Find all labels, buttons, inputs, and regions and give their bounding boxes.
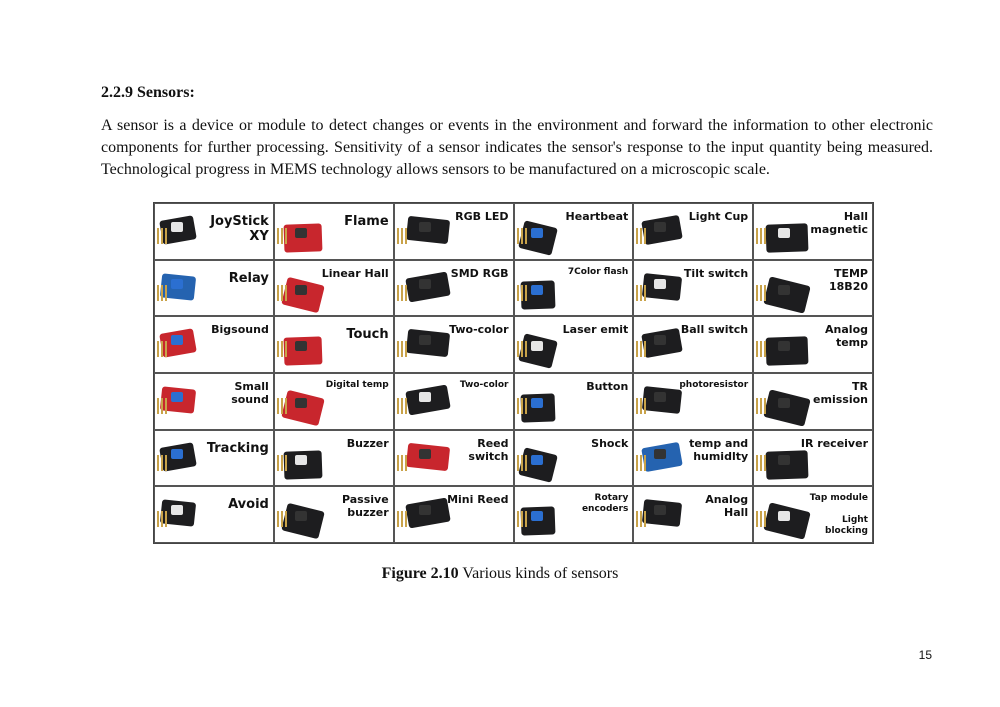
sensor-component-picture <box>654 279 666 289</box>
sensor-cell <box>154 316 274 373</box>
header-pins-picture <box>157 511 167 527</box>
sensor-cell <box>514 430 634 487</box>
sensor-component-picture <box>295 398 307 408</box>
page-number: 15 <box>918 648 932 662</box>
header-pins-picture <box>517 285 527 301</box>
sensor-component-picture <box>531 511 543 521</box>
sensor-cell <box>154 430 274 487</box>
header-pins-picture <box>517 398 527 414</box>
sensor-component-picture <box>419 222 431 232</box>
sensor-component-picture <box>654 392 666 402</box>
sensor-cell <box>274 373 394 430</box>
sensor-component-picture <box>531 398 543 408</box>
sensor-label: RGB LED <box>455 210 509 223</box>
header-pins-picture <box>636 511 646 527</box>
body-paragraph: A sensor is a device or module to detect changes or events in the environment and forward the information to other electronic components for further processing. Sensitivity of a sensor indicates the sensor's response to the input quantity being measured. Technological progress in MEMS technology allows sensors to be manufactured on a microscopic scale. <box>101 117 933 178</box>
sensor-module-picture <box>281 390 325 426</box>
sensor-component-picture <box>295 341 307 351</box>
sensor-label: Tap module Light blocking <box>809 493 868 537</box>
header-pins-picture <box>277 511 287 527</box>
sensor-cell <box>274 486 394 543</box>
sensor-label: Heartbeat <box>565 210 629 223</box>
sensor-cell <box>154 486 274 543</box>
sensor-cell <box>633 316 753 373</box>
sensor-label: Buzzer <box>346 436 389 450</box>
header-pins-picture <box>397 228 407 244</box>
header-pins-picture <box>157 341 167 357</box>
header-pins-picture <box>277 455 287 471</box>
sensor-label: 7Color flash <box>567 266 629 277</box>
sensor-cell <box>394 260 514 317</box>
header-pins-picture <box>756 511 766 527</box>
sensor-component-picture <box>654 222 666 232</box>
sensor-cell <box>514 316 634 373</box>
header-pins-picture <box>277 228 287 244</box>
sensor-label: TR emission <box>813 380 868 406</box>
header-pins-picture <box>636 285 646 301</box>
sensor-label: Mini Reed <box>447 493 509 507</box>
sensor-label: Hall magnetic <box>810 210 868 236</box>
sensor-label: Digital temp <box>325 380 389 390</box>
sensor-cell <box>154 373 274 430</box>
sensor-cell <box>394 430 514 487</box>
sensor-label: Ball switch <box>680 323 749 337</box>
sensor-label: Small sound <box>231 380 269 406</box>
sensor-cell <box>394 486 514 543</box>
sensor-component-picture <box>419 335 431 345</box>
sensor-component-picture <box>295 285 307 295</box>
header-pins-picture <box>157 455 167 471</box>
sensor-module-picture <box>281 276 325 312</box>
sensor-cell <box>274 430 394 487</box>
sensor-label: IR receiver <box>800 436 868 450</box>
sensor-module-picture <box>763 276 811 313</box>
sensor-component-picture <box>531 341 543 351</box>
sensor-label: Tilt switch <box>683 266 749 280</box>
header-pins-picture <box>756 455 766 471</box>
header-pins-picture <box>397 455 407 471</box>
sensor-label: Touch <box>346 327 389 343</box>
sensor-component-picture <box>778 228 790 238</box>
sensor-label: Bigsound <box>211 323 269 337</box>
sensor-cell <box>633 260 753 317</box>
sensor-component-picture <box>171 449 183 459</box>
sensor-label: Passive buzzer <box>341 493 389 520</box>
header-pins-picture <box>517 228 527 244</box>
sensor-label: Tracking <box>206 440 269 456</box>
header-pins-picture <box>397 511 407 527</box>
sensor-component-picture <box>171 222 183 232</box>
sensor-label: Rotary encoders <box>581 493 629 515</box>
sensor-cell <box>394 316 514 373</box>
sensor-component-picture <box>778 285 790 295</box>
sensor-cell <box>394 373 514 430</box>
sensor-label: photoresistor <box>679 380 749 390</box>
sensor-component-picture <box>171 505 183 515</box>
sensor-cell <box>753 486 873 543</box>
sensor-cell <box>633 373 753 430</box>
sensor-component-picture <box>419 505 431 515</box>
header-pins-picture <box>636 228 646 244</box>
header-pins-picture <box>636 455 646 471</box>
header-pins-picture <box>397 285 407 301</box>
header-pins-picture <box>277 285 287 301</box>
sensor-cell <box>753 430 873 487</box>
header-pins-picture <box>157 285 167 301</box>
sensor-component-picture <box>531 228 543 238</box>
figure-caption-text: Various kinds of sensors <box>458 565 619 582</box>
header-pins-picture <box>636 398 646 414</box>
figure-caption <box>0 565 1000 583</box>
sensor-component-picture <box>171 279 183 289</box>
header-pins-picture <box>756 285 766 301</box>
sensor-cell <box>633 486 753 543</box>
sensor-cell <box>394 203 514 260</box>
header-pins-picture <box>397 398 407 414</box>
section-heading: 2.2.9 Sensors: <box>101 84 195 101</box>
sensor-cell <box>633 203 753 260</box>
sensor-component-picture <box>531 285 543 295</box>
sensor-label: Reed switch <box>468 436 509 463</box>
sensor-cell <box>514 203 634 260</box>
sensor-label: Analog temp <box>825 323 868 350</box>
sensor-component-picture <box>295 228 307 238</box>
sensor-cell <box>753 260 873 317</box>
sensor-component-picture <box>778 511 790 521</box>
sensor-component-picture <box>419 279 431 289</box>
header-pins-picture <box>756 398 766 414</box>
sensor-cell <box>154 260 274 317</box>
sensor-label: Flame <box>344 214 389 229</box>
sensor-component-picture <box>295 455 307 465</box>
sensor-label: Two-color <box>449 323 509 337</box>
header-pins-picture <box>277 341 287 357</box>
sensor-label: Linear Hall <box>321 266 389 280</box>
sensor-module-picture <box>281 503 325 539</box>
sensor-label: TEMP 18B20 <box>829 266 868 293</box>
sensor-component-picture <box>654 449 666 459</box>
sensor-label: Laser emit <box>562 323 629 337</box>
sensors-figure <box>153 202 874 544</box>
sensor-cell <box>514 260 634 317</box>
sensor-cell <box>274 316 394 373</box>
sensor-component-picture <box>419 392 431 402</box>
header-pins-picture <box>636 341 646 357</box>
sensor-label: SMD RGB <box>450 266 509 280</box>
header-pins-picture <box>277 398 287 414</box>
sensor-cell <box>274 203 394 260</box>
header-pins-picture <box>517 341 527 357</box>
sensor-cell <box>753 203 873 260</box>
sensor-label: Light Cup <box>688 210 749 223</box>
sensor-component-picture <box>778 341 790 351</box>
sensor-label: Button <box>586 380 629 393</box>
sensor-component-picture <box>531 455 543 465</box>
sensor-component-picture <box>171 392 183 402</box>
header-pins-picture <box>756 341 766 357</box>
sensor-label: Two-color <box>459 380 509 390</box>
sensor-component-picture <box>295 511 307 521</box>
sensor-component-picture <box>171 335 183 345</box>
header-pins-picture <box>397 341 407 357</box>
sensor-label: Avoid <box>228 497 269 513</box>
sensor-component-picture <box>654 335 666 345</box>
sensor-cell <box>753 373 873 430</box>
sensor-label: temp and humidlty <box>689 436 749 463</box>
header-pins-picture <box>157 228 167 244</box>
sensor-cell <box>633 430 753 487</box>
sensor-cell <box>753 316 873 373</box>
sensor-label: JoyStick XY <box>210 214 269 244</box>
sensor-label: Relay <box>228 270 269 286</box>
sensor-component-picture <box>778 398 790 408</box>
figure-caption-number: Figure 2.10 <box>381 565 459 582</box>
header-pins-picture <box>517 511 527 527</box>
sensor-cell <box>514 373 634 430</box>
header-pins-picture <box>157 398 167 414</box>
sensor-cell <box>154 203 274 260</box>
sensor-cell <box>274 260 394 317</box>
sensor-label: Analog Hall <box>705 493 749 520</box>
sensor-label: Shock <box>591 436 629 450</box>
sensor-cell <box>514 486 634 543</box>
header-pins-picture <box>756 228 766 244</box>
sensor-component-picture <box>654 505 666 515</box>
header-pins-picture <box>517 455 527 471</box>
sensor-component-picture <box>778 455 790 465</box>
sensor-component-picture <box>419 449 431 459</box>
